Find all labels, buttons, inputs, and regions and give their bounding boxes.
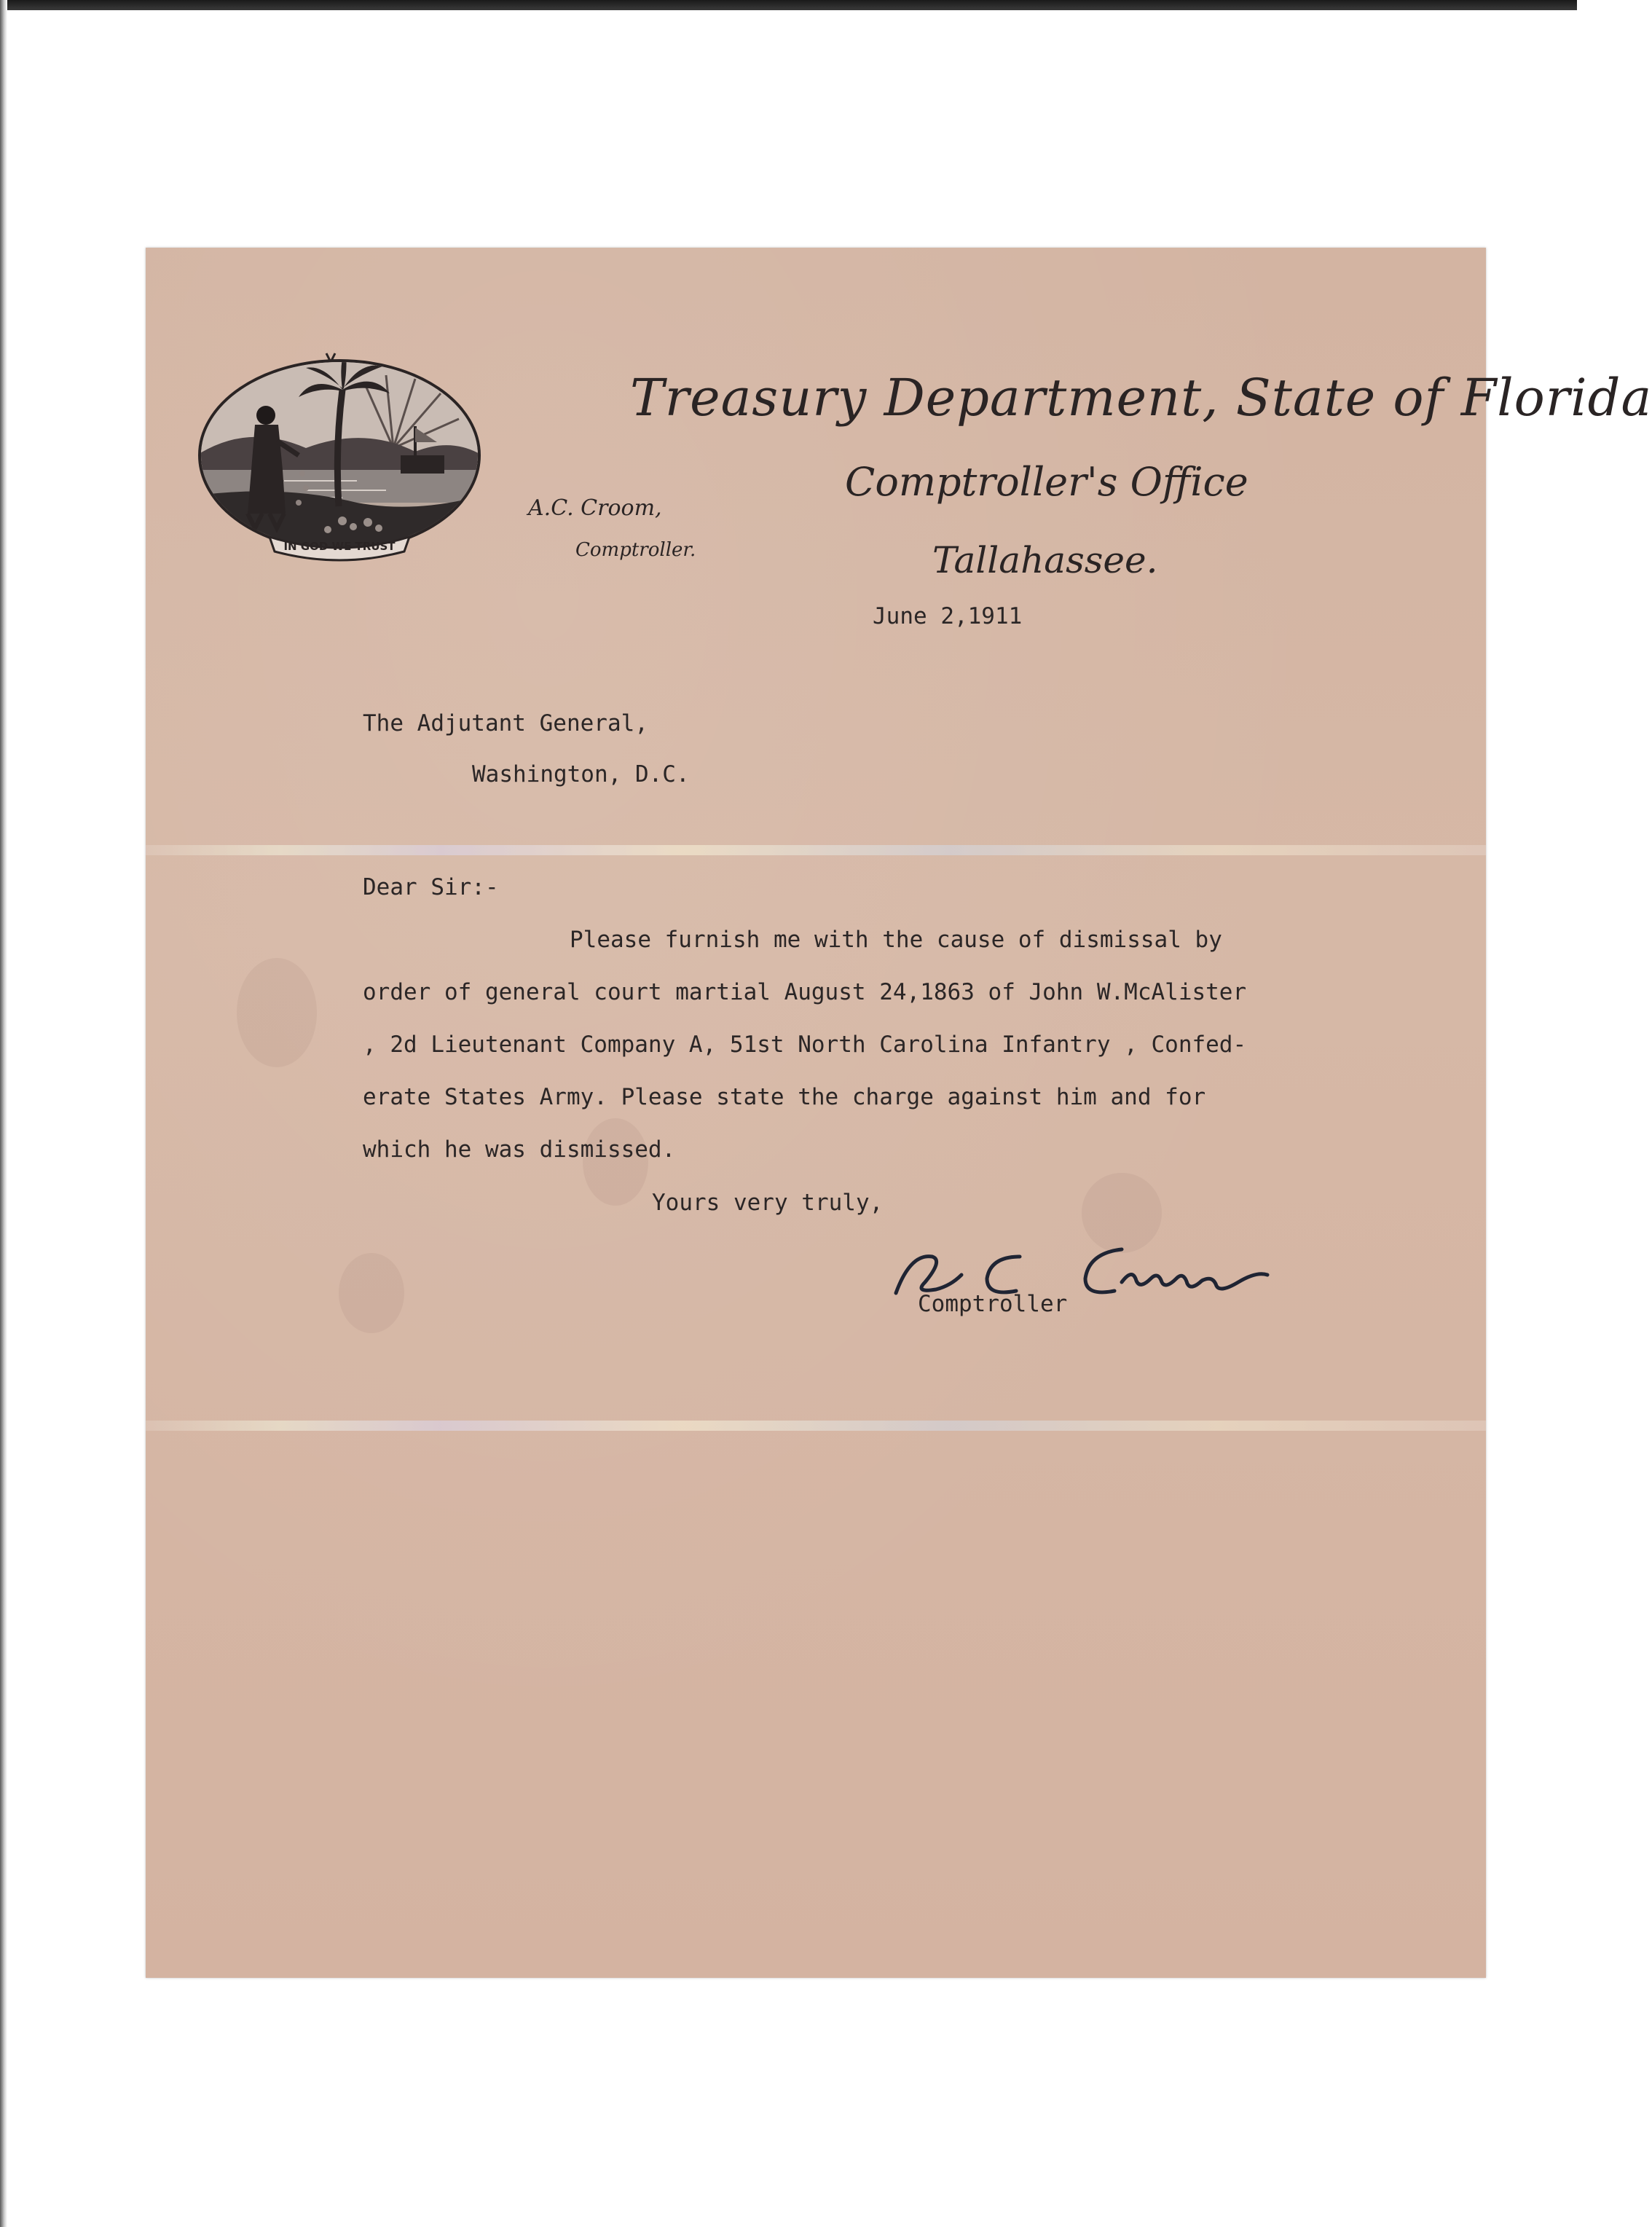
seal-motto: IN GOD WE TRUST: [283, 540, 396, 553]
fold-line: [146, 1421, 1486, 1431]
signer-title: Comptroller: [918, 1291, 1068, 1317]
body-line: order of general court martial August 24,1863 of John W.McAlister: [363, 979, 1247, 1005]
state-seal-logo: [197, 346, 482, 559]
fold-line: [146, 845, 1486, 855]
recipient-line: The Adjutant General,: [363, 710, 648, 737]
official-title: Comptroller.: [575, 539, 696, 561]
closing: Yours very truly,: [652, 1190, 884, 1216]
body-line: Please furnish me with the cause of dismissal by: [570, 927, 1222, 953]
department-title: Treasury Department, State of Florida: [630, 368, 1652, 428]
recipient-line: Washington, D.C.: [472, 761, 690, 787]
body-line: which he was dismissed.: [363, 1136, 676, 1163]
fingerprint-smudge: [339, 1253, 404, 1333]
salutation: Dear Sir:-: [363, 874, 499, 900]
body-line: , 2d Lieutenant Company A, 51st North Carolina Infantry , Confed-: [363, 1032, 1247, 1058]
official-name: A.C. Croom,: [528, 495, 662, 521]
scan-top-edge: [0, 0, 1577, 10]
office-name: Comptroller's Office: [845, 459, 1248, 505]
city-name: Tallahassee.: [932, 539, 1158, 581]
letter-sheet: [146, 248, 1652, 1978]
body-line: erate States Army. Please state the charge against him and for: [363, 1084, 1206, 1110]
fingerprint-smudge: [237, 958, 317, 1067]
letter-date: June 2,1911: [873, 603, 1023, 629]
scan-left-edge: [0, 0, 7, 2227]
